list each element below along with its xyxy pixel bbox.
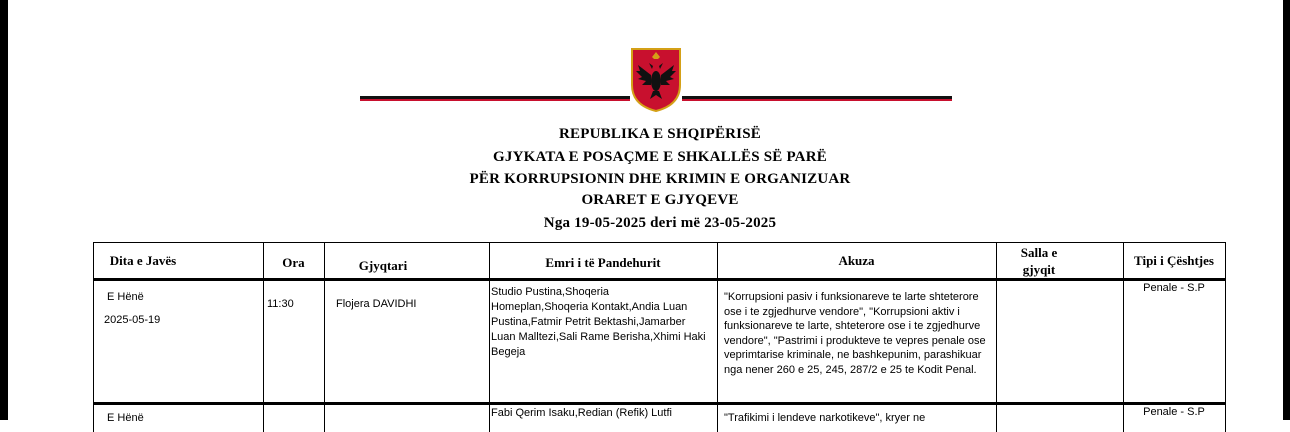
row2-day: E Hënë (107, 412, 144, 424)
header-day: Dita e Javës (109, 253, 177, 268)
row1-day: E Hënë (107, 291, 144, 303)
col-border (93, 242, 94, 432)
row1-defendants: Studio Pustina,Shoqeria Homeplan,Shoqeria Kontakt,Andia Luan Pustina,Fatmir Petrit Bektashi,Jamarber Luan Malltezi,Sali Rame Berisha,Xhimi Haki Begeja (491, 286, 706, 358)
col-border (1225, 242, 1226, 432)
row1-case-type: Penale - S.P (1143, 282, 1205, 294)
window-frame-right (1283, 0, 1290, 420)
header-time: Ora (282, 255, 305, 270)
header-defendant: Emri i të Pandehurit (545, 255, 661, 270)
col-border (1123, 242, 1124, 432)
col-border (717, 242, 718, 432)
row2-charges: "Trafikimi i lendeve narkotikeve", kryer ne (724, 412, 926, 424)
window-frame-left (0, 0, 8, 420)
header-court: GJYKATA E POSAÇME E SHKALLËS SË PARË (493, 149, 827, 165)
header-courtroom: Salla e gjyqit (1020, 245, 1058, 277)
row1-charges: "Korrupsioni pasiv i funksionareve te larte shteterore ose i te zgjedhurve vendore", "Korrupsioni aktiv i funksionareve te larte, shteterore ose i te zgjedhurve vendore", "Pastrimi i produkteve te vepres penale ose veprimtarise kriminale, ne bashkepunim, parashikuar nga nener 260 e 25, 245, 287/2 e 25 te Kodit Penal. (724, 291, 986, 376)
header-case-type: Tipi i Çështjes (1134, 253, 1214, 268)
row1-time: 11:30 (267, 298, 294, 310)
emblem-rule-left-red (360, 99, 630, 101)
header-jurisdiction: PËR KORRUPSIONIN DHE KRIMIN E ORGANIZUAR (469, 171, 851, 187)
emblem-rule-right-red (682, 99, 952, 101)
col-border (996, 242, 997, 432)
header-republic: REPUBLIKA E SHQIPËRISË (559, 126, 761, 142)
row1-date: 2025-05-19 (104, 314, 161, 326)
header-schedule-title: ORARET E GJYQEVE (581, 192, 739, 208)
header-charges: Akuza (838, 253, 875, 268)
header-judge: Gjyqtari (358, 258, 408, 273)
row2-defendants: Fabi Qerim Isaku,Redian (Refik) Lutfi (491, 407, 672, 419)
row2-case-type: Penale - S.P (1143, 406, 1205, 418)
header-date-range: Nga 19-05-2025 deri më 23-05-2025 (543, 215, 777, 231)
hearings-table (93, 242, 1226, 432)
row1-judge: Flojera DAVIDHI (336, 298, 417, 310)
coat-of-arms-icon (630, 47, 682, 113)
